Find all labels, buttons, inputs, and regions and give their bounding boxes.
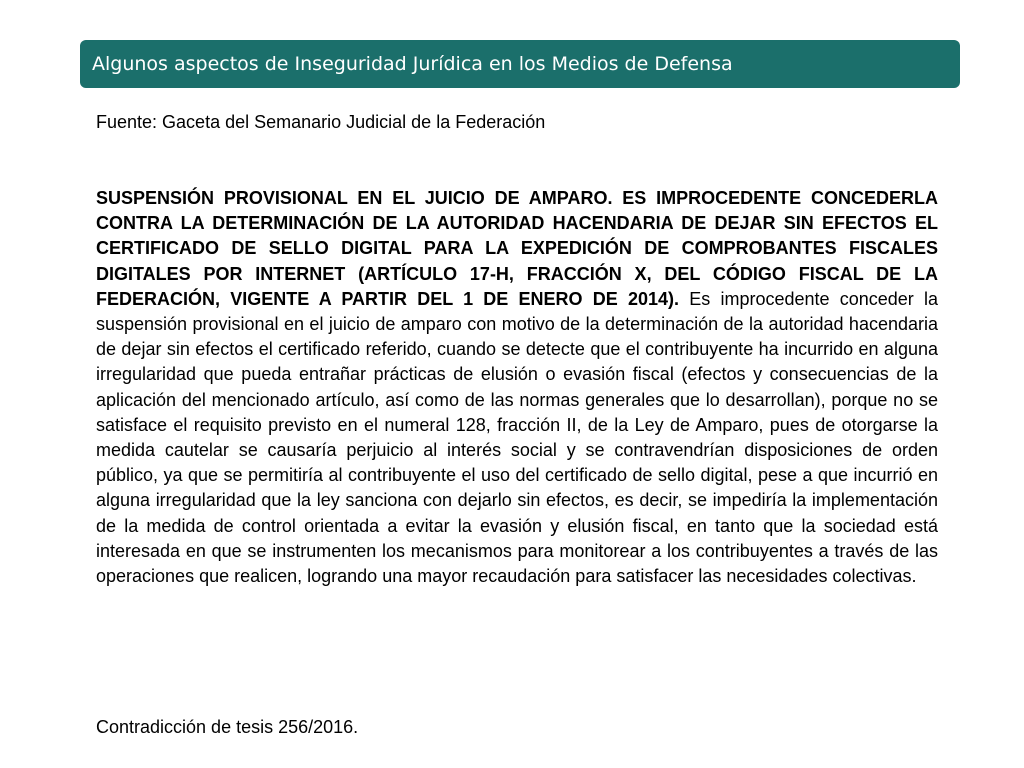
- citation-line: Contradicción de tesis 256/2016.: [96, 717, 359, 737]
- thesis-paragraph: [96, 186, 938, 589]
- thesis-heading: SUSPENSIÓN PROVISIONAL EN EL JUICIO DE AMPARO. ES IMPROCEDENTE CONCEDERLA CONTRA LA DETERMINACIÓN DE LA AUTORIDAD HACENDARIA DE DEJAR SIN EFECTOS EL CERTIFICADO DE SELLO DIGITAL PARA LA EXPEDICIÓN DE COMPROBANTES FISCALES DIGITALES POR INTERNET (ARTÍCULO 17-H, FRACCIÓN X, DEL CÓDIGO FISCAL DE LA FEDERACIÓN, VIGENTE A PARTIR DEL 1 DE ENERO DE 2014).: [96, 188, 938, 309]
- source-line: Fuente: Gaceta del Semanario Judicial de la Federación: [96, 112, 546, 132]
- slide-title-bar: [80, 40, 960, 88]
- slide-title: Algunos aspectos de Inseguridad Jurídica en los Medios de Defensa: [92, 53, 733, 75]
- thesis-body: Es improcedente conceder la suspensión provisional en el juicio de amparo con motivo de la determinación de la autoridad hacendaria de dejar sin efectos el certificado referido, cuando se detecte que el contribuyente ha incurrido en alguna irregularidad que pueda entrañar prácticas de elusión o evasión fiscal (efectos y consecuencias de la aplicación del mencionado artículo, así como de las normas generales que lo desarrollan), porque no se satisface el requisito previsto en el numeral 128, fracción II, de la Ley de Amparo, pues de otorgarse la medida cautelar se causaría perjuicio al interés social y se contravendrían disposiciones de orden público, ya que se permitiría al contribuyente el uso del certificado de sello digital, pese a que incurrió en alguna irregularidad que la ley sanciona con dejarlo sin efectos, es decir, se impediría la implementación de la medida de control orientada a evitar la evasión y elusión fiscal, en tanto que la sociedad está interesada en que se instrumenten los mecanismos para monitorear a los contribuyentes a través de las operaciones que realicen, logrando una mayor recaudación para satisfacer las necesidades colectivas.: [96, 288, 938, 587]
